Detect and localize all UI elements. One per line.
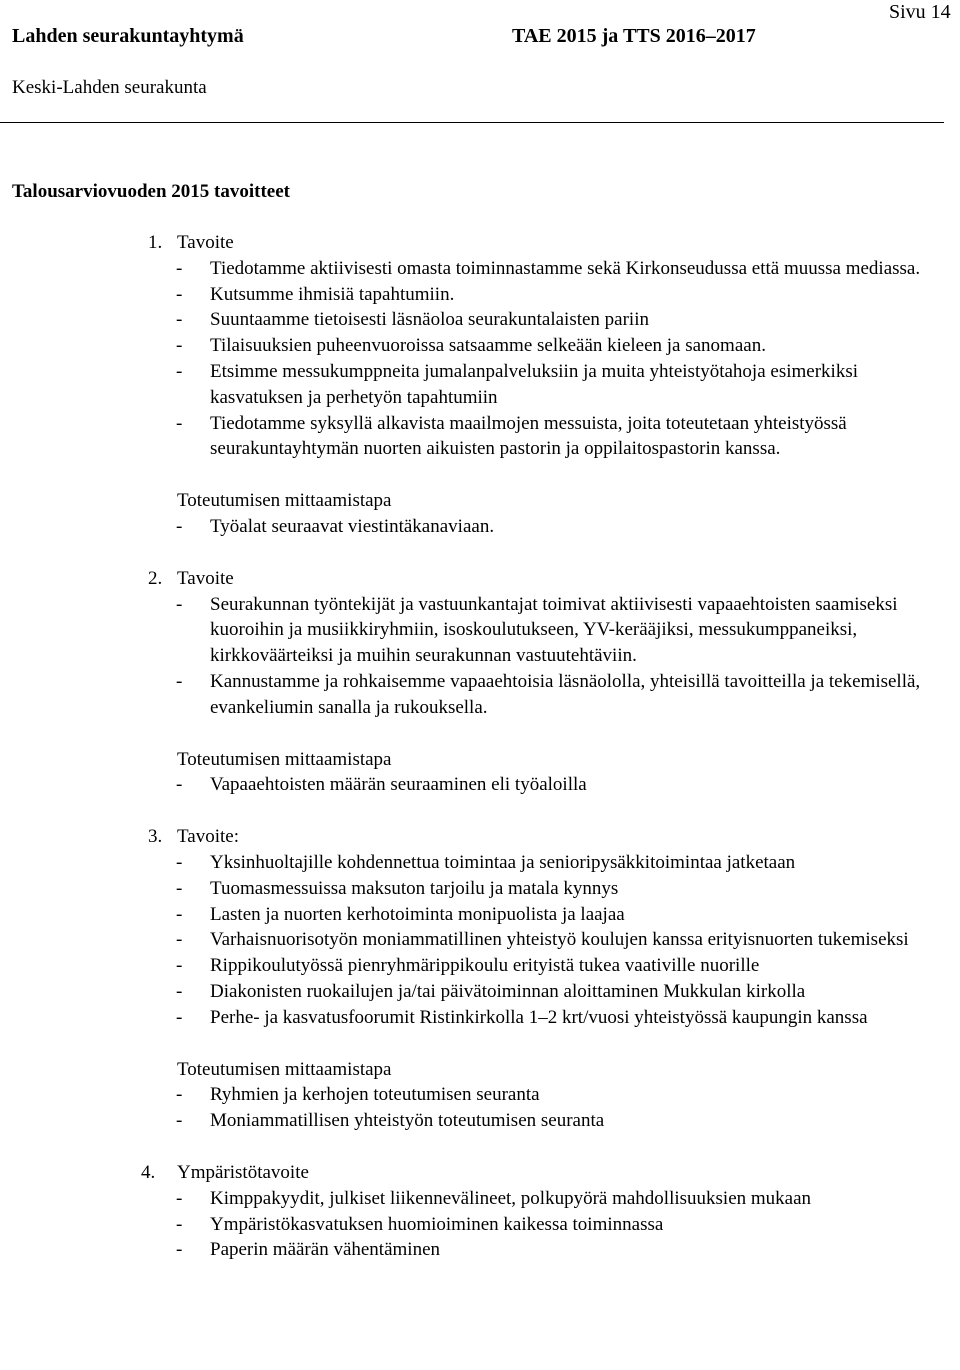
list-item-text: Ympäristökasvatuksen huomioiminen kaikessa toiminnassa (210, 1213, 664, 1235)
list-item-text: Varhaisnuorisotyön moniammatillinen yhteistyö koulujen kanssa erityisnuorten tukemiseksi (210, 929, 909, 951)
list-item-text: Tiedotamme syksyllä alkavista maailmojen messuista, joita toteutetaan yhteistyössä seurakuntayhtymän nuorten aikuisten pastorin ja oppilaitospastorin kanssa. (210, 412, 847, 460)
header-rule (0, 122, 944, 123)
list-item: - Kutsumme ihmisiä tapahtumiin. (176, 283, 455, 305)
list-item-text: Paperin määrän vähentäminen (210, 1239, 441, 1261)
list-item-text: Tiedotamme aktiivisesti omasta toiminnastamme sekä Kirkonseudussa että muussa mediassa. (210, 257, 921, 279)
list-item: - Seurakunnan työntekijät ja vastuunkantajat toimivat aktiivisesti vapaaehtoisten saamiseksi kuoroihin ja musiikkiryhmiin, isoskoulutukseen, YV-kerääjiksi, messukumppaneiksi, kirkkoväärteiksi ja muihin seurakunnan vastuutehtäviin. (176, 593, 898, 667)
list-item: - Diakonisten ruokailujen ja/tai päivätoiminnan aloittaminen Mukkulan kirkolla (176, 980, 806, 1002)
list-item: - Rippikoulutyössä pienryhmärippikoulu erityistä tukea vaativille nuorille (176, 955, 760, 977)
section-label: Tavoite (177, 232, 234, 253)
list-item-text: Lasten ja nuorten kerhotoiminta monipuolista ja laajaa (210, 903, 625, 925)
section-number: 1. (148, 232, 163, 253)
list-item: - Perhe- ja kasvatusfoorumit Ristinkirkolla 1–2 krt/vuosi yhteistyössä kaupungin kanssa (176, 1006, 868, 1028)
section-title (0, 1160, 960, 1186)
document-title: TAE 2015 ja TTS 2016–2017 (512, 25, 756, 47)
list-item-text: Kannustamme ja rohkaisemme vapaaehtoisia läsnäololla, yhteisillä tavoitteilla ja tekemisellä, evankeliumin sanalla ja rukouksella. (210, 670, 921, 718)
measure-item: - Vapaaehtoisten määrän seuraaminen eli työaloilla (176, 774, 587, 796)
list-item: - Tilaisuuksien puheenvuoroissa satsaamme selkeään kieleen ja sanomaan. (176, 335, 766, 357)
list-item: - Paperin määrän vähentäminen (176, 1239, 441, 1261)
list-item-text: Diakonisten ruokailujen ja/tai päivätoiminnan aloittaminen Mukkulan kirkolla (210, 980, 806, 1002)
list-item: - Varhaisnuorisotyön moniammatillinen yhteistyö koulujen kanssa erityisnuorten tukemiseksi (176, 929, 909, 951)
list-item-text: Kutsumme ihmisiä tapahtumiin. (210, 283, 455, 305)
measure-text: Moniammatillisen yhteistyön toteutumisen seuranta (210, 1110, 605, 1132)
organization-name: Lahden seurakuntayhtymä (12, 25, 244, 47)
list-item: - Ympäristökasvatuksen huomioiminen kaikessa toiminnassa (176, 1213, 664, 1235)
list-item: - Tiedotamme aktiivisesti omasta toiminnastamme sekä Kirkonseudussa että muussa mediassa. (176, 257, 921, 279)
list-item-text: Yksinhuoltajille kohdennettua toimintaa ja senioripysäkkitoimintaa jatketaan (210, 851, 796, 873)
section-number: 4. (141, 1161, 156, 1183)
measure-item: - Ryhmien ja kerhojen toteutumisen seuranta (176, 1084, 540, 1106)
page-heading: Talousarviovuoden 2015 tavoitteet (12, 181, 290, 202)
list-item-text: Kimppakyydit, julkiset liikennevälineet, polkupyörä mahdollisuuksien mukaan (210, 1187, 812, 1209)
list-item: - Tuomasmessuissa maksuton tarjoilu ja matala kynnys (176, 877, 619, 899)
section-number: 3. (148, 826, 163, 848)
measure-text: Vapaaehtoisten määrän seuraaminen eli työaloilla (210, 774, 587, 796)
list-item-text: Suuntaamme tietoisesti läsnäoloa seurakuntalaisten pariin (210, 309, 649, 331)
list-item: - Suuntaamme tietoisesti läsnäoloa seurakuntalaisten pariin (176, 309, 649, 331)
measure-text: Ryhmien ja kerhojen toteutumisen seuranta (210, 1084, 540, 1106)
list-item: - Tiedotamme syksyllä alkavista maailmojen messuista, joita toteutetaan yhteistyössä seurakuntayhtymän nuorten aikuisten pastorin ja oppilaitospastorin kanssa. (176, 412, 847, 460)
measure-title: Toteutumisen mittaamistapa (177, 748, 392, 770)
page-number: Sivu 14 (889, 1, 951, 23)
measure-text: Työalat seuraavat viestintäkanaviaan. (210, 515, 495, 537)
document-body (0, 230, 960, 1263)
section-label: Ympäristötavoite (177, 1161, 309, 1183)
list-item: - Kimppakyydit, julkiset liikennevälineet, polkupyörä mahdollisuuksien mukaan (176, 1187, 812, 1209)
measure-title: Toteutumisen mittaamistapa (177, 490, 392, 512)
section-title (0, 566, 960, 592)
measure-item: - Moniammatillisen yhteistyön toteutumisen seuranta (176, 1110, 605, 1132)
list-item-text: Tilaisuuksien puheenvuoroissa satsaamme selkeään kieleen ja sanomaan. (210, 335, 766, 357)
list-item: - Lasten ja nuorten kerhotoiminta monipuolista ja laajaa (176, 903, 625, 925)
measure-item: - Työalat seuraavat viestintäkanaviaan. (176, 515, 495, 537)
list-item: - Yksinhuoltajille kohdennettua toimintaa ja senioripysäkkitoimintaa jatketaan (176, 851, 796, 873)
list-item-text: Tuomasmessuissa maksuton tarjoilu ja matala kynnys (210, 877, 619, 899)
list-item-text: Etsimme messukumppneita jumalanpalveluksiin ja muita yhteistyötahoja esimerkiksi kasvatuksen ja perhetyön tapahtumiin (210, 360, 858, 408)
list-item: - Etsimme messukumppneita jumalanpalveluksiin ja muita yhteistyötahoja esimerkiksi kasvatuksen ja perhetyön tapahtumiin (176, 360, 858, 408)
section-label: Tavoite (177, 567, 234, 589)
list-item-text: Rippikoulutyössä pienryhmärippikoulu erityistä tukea vaativille nuorille (210, 955, 760, 977)
measure-title: Toteutumisen mittaamistapa (177, 1058, 392, 1080)
unit-name: Keski-Lahden seurakunta (12, 77, 207, 98)
section-number: 2. (148, 567, 163, 589)
list-item-text: Perhe- ja kasvatusfoorumit Ristinkirkolla 1–2 krt/vuosi yhteistyössä kaupungin kanssa (210, 1006, 868, 1028)
list-item: - Kannustamme ja rohkaisemme vapaaehtoisia läsnäololla, yhteisillä tavoitteilla ja tekemisellä, evankeliumin sanalla ja rukouksella. (176, 670, 921, 718)
section-label: Tavoite: (177, 826, 239, 848)
section-title (0, 230, 960, 256)
list-item-text: Seurakunnan työntekijät ja vastuunkantajat toimivat aktiivisesti vapaaehtoisten saamiseksi kuoroihin ja musiikkiryhmiin, isoskoulutukseen, YV-kerääjiksi, messukumppaneiksi, kirkkoväärteiksi ja muihin seurakunnan vastuutehtäviin. (210, 593, 898, 667)
section-title (0, 824, 960, 850)
